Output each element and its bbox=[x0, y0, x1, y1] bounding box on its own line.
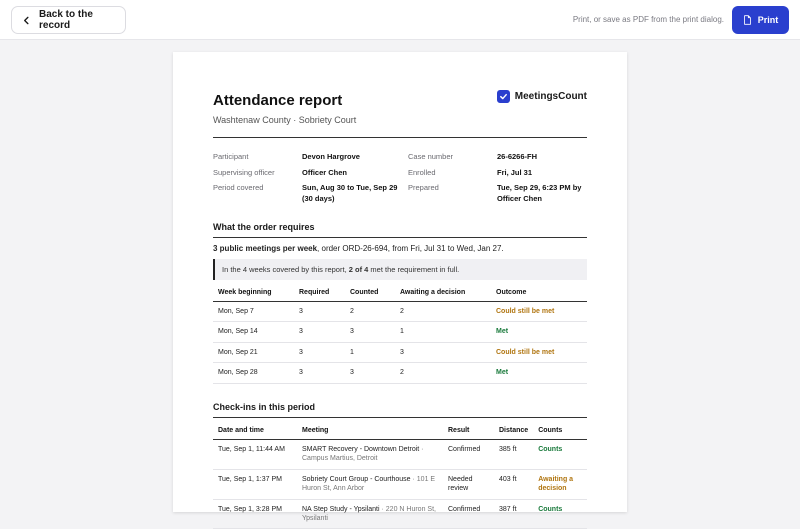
requirement-text bbox=[213, 244, 587, 253]
outcome-cell: Could still be met bbox=[491, 342, 587, 362]
awaiting-cell: 1 bbox=[395, 322, 491, 342]
required-cell: 3 bbox=[294, 363, 345, 383]
meeting-name: SMART Recovery - Downtown Detroit bbox=[302, 445, 420, 453]
col-outcome: Outcome bbox=[491, 289, 587, 302]
requirement-rest: , order ORD-26-694, from Fri, Jul 31 to Wed, Jan 27. bbox=[317, 244, 504, 253]
week-cell: Mon, Sep 7 bbox=[213, 302, 294, 322]
week-cell: Mon, Sep 28 bbox=[213, 363, 294, 383]
table-row bbox=[213, 322, 587, 342]
distance-cell: 403 ft bbox=[494, 469, 533, 499]
meeting-address: · 101 E Huron St, Ann Arbor bbox=[302, 475, 436, 493]
checkbox-icon bbox=[497, 90, 510, 103]
back-to-record-button[interactable] bbox=[11, 6, 126, 34]
week-cell: Mon, Sep 21 bbox=[213, 342, 294, 362]
participant-value: Devon Hargrove bbox=[302, 152, 360, 161]
chevron-left-icon bbox=[22, 16, 31, 25]
meeting-address: · Campus Martius, Detroit bbox=[302, 445, 424, 463]
meeting-cell bbox=[297, 469, 443, 499]
required-cell: 3 bbox=[294, 302, 345, 322]
outcome-cell: Could still be met bbox=[491, 302, 587, 322]
required-cell: 3 bbox=[294, 342, 345, 362]
prepared-label: Prepared bbox=[408, 183, 439, 192]
counts-cell: Awaiting a decision bbox=[533, 469, 587, 499]
counted-cell: 3 bbox=[345, 322, 395, 342]
brand-name: MeetingsCount bbox=[514, 91, 587, 102]
distance-cell: 385 ft bbox=[494, 439, 533, 469]
datetime-cell: Tue, Sep 1, 11:44 AM bbox=[213, 439, 297, 469]
meeting-cell bbox=[297, 499, 443, 529]
week-cell: Mon, Sep 14 bbox=[213, 322, 294, 342]
case-number-value: 26-6266-FH bbox=[497, 152, 538, 161]
meeting-address: · 220 N Huron St, Ypsilanti bbox=[302, 505, 436, 522]
report-subtitle: Washtenaw County · Sobriety Court bbox=[213, 115, 357, 125]
table-row bbox=[213, 363, 587, 383]
report-sheet bbox=[173, 52, 627, 522]
document-icon bbox=[743, 15, 752, 25]
requirements-heading: What the order requires bbox=[213, 222, 587, 238]
table-row bbox=[213, 499, 587, 529]
counted-cell: 2 bbox=[345, 302, 395, 322]
col-distance: Distance bbox=[494, 427, 533, 440]
col-awaiting: Awaiting a decision bbox=[395, 289, 491, 302]
col-week: Week beginning bbox=[213, 289, 294, 302]
back-button-label: Back to the record bbox=[39, 9, 93, 31]
officer-label: Supervising officer bbox=[213, 167, 275, 177]
awaiting-cell: 2 bbox=[395, 363, 491, 383]
table-row bbox=[213, 342, 587, 362]
summary-post: met the requirement in full. bbox=[368, 265, 460, 274]
period-value: Sun, Aug 30 to Tue, Sep 29 (30 days) bbox=[302, 183, 398, 203]
datetime-cell: Tue, Sep 1, 1:37 PM bbox=[213, 469, 297, 499]
enrolled-label: Enrolled bbox=[408, 167, 436, 177]
report-meta bbox=[213, 152, 587, 204]
result-cell: Confirmed bbox=[443, 439, 494, 469]
top-bar bbox=[0, 0, 800, 40]
result-cell: Needed review bbox=[443, 469, 494, 499]
col-counts: Counts bbox=[533, 427, 587, 440]
summary-pre: In the 4 weeks covered by this report, bbox=[222, 265, 349, 274]
period-label: Period covered bbox=[213, 183, 264, 192]
counted-cell: 3 bbox=[345, 363, 395, 383]
counts-cell: Counts bbox=[533, 499, 587, 529]
table-row bbox=[213, 439, 587, 469]
checkins-table bbox=[213, 427, 587, 529]
participant-label: Participant bbox=[213, 152, 249, 161]
awaiting-cell: 3 bbox=[395, 342, 491, 362]
print-button-label: Print bbox=[757, 15, 779, 25]
officer-value: Officer Chen bbox=[302, 167, 348, 177]
print-button[interactable] bbox=[732, 6, 789, 34]
col-result: Result bbox=[443, 427, 494, 440]
col-datetime: Date and time bbox=[213, 427, 297, 440]
meeting-name: NA Step Study - Ypsilanti bbox=[302, 505, 380, 513]
print-hint: Print, or save as PDF from the print dialog. bbox=[572, 15, 724, 24]
datetime-cell: Tue, Sep 1, 3:28 PM bbox=[213, 499, 297, 529]
table-row bbox=[213, 302, 587, 322]
counted-cell: 1 bbox=[345, 342, 395, 362]
requirement-summary bbox=[213, 259, 587, 280]
header-divider bbox=[213, 137, 587, 138]
meeting-cell bbox=[297, 439, 443, 469]
col-counted: Counted bbox=[345, 289, 395, 302]
case-number-label: Case number bbox=[408, 152, 454, 161]
outcome-cell: Met bbox=[491, 322, 587, 342]
result-cell: Confirmed bbox=[443, 499, 494, 529]
awaiting-cell: 2 bbox=[395, 302, 491, 322]
prepared-value: Tue, Sep 29, 6:23 PM by Officer Chen bbox=[497, 183, 582, 203]
table-row bbox=[213, 469, 587, 499]
checkins-heading: Check-ins in this period bbox=[213, 402, 587, 418]
requirement-bold: 3 public meetings per week bbox=[213, 244, 318, 253]
col-meeting: Meeting bbox=[297, 427, 443, 440]
outcome-cell: Met bbox=[491, 363, 587, 383]
enrolled-value: Fri, Jul 31 bbox=[497, 167, 533, 177]
report-title: Attendance report bbox=[213, 92, 343, 109]
required-cell: 3 bbox=[294, 322, 345, 342]
summary-bold: 2 of 4 bbox=[348, 265, 369, 274]
distance-cell: 387 ft bbox=[494, 499, 533, 529]
meeting-name: Sobriety Court Group - Courthouse bbox=[302, 475, 411, 483]
counts-cell: Counts bbox=[533, 439, 587, 469]
col-required: Required bbox=[294, 289, 345, 302]
weekly-table bbox=[213, 289, 587, 384]
brand-logo bbox=[497, 90, 587, 103]
